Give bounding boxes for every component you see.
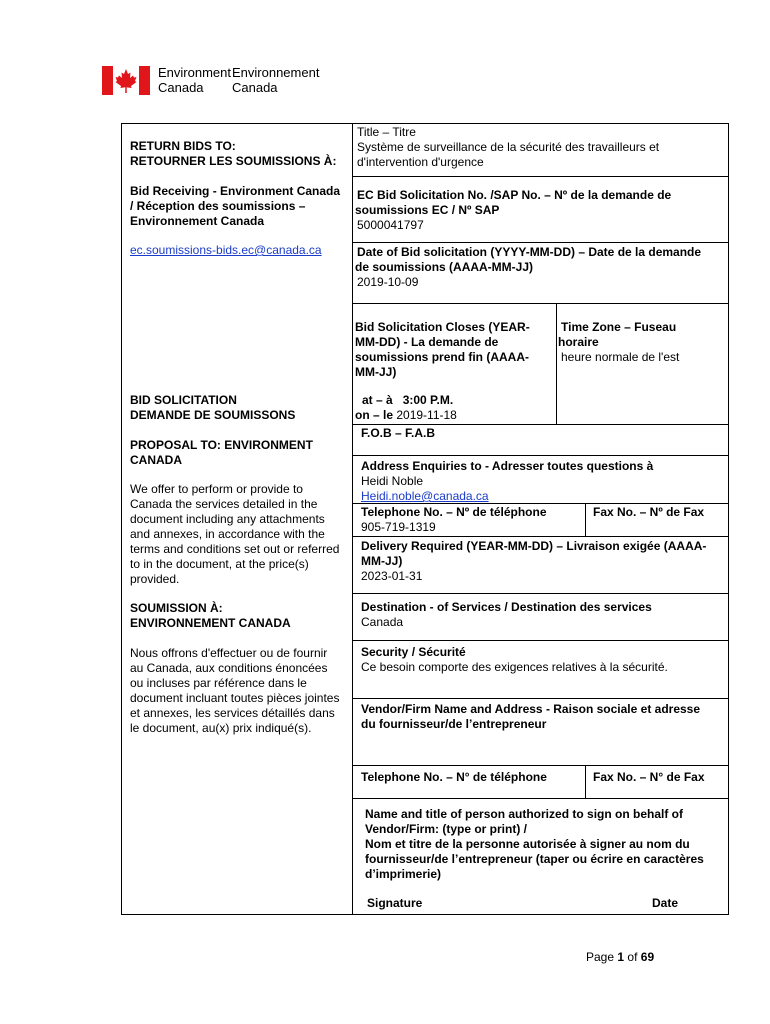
bid-receiving-line2: / Réception des soumissions – [130,199,306,213]
nous-line: Nous offrons d'effectuer ou de fournir [130,646,328,660]
logo-french [232,65,319,95]
solicitation-value: 5000041797 [357,218,424,232]
delivery-value: 2023-01-31 [361,569,423,583]
security-label: Security / Sécurité [361,645,466,659]
nous-line: document incluant toutes pièces jointes [130,691,340,705]
nous-line: ou incluses par référence dans le [130,676,307,690]
signature-label: Signature [367,896,423,910]
timezone-line1: Time Zone – Fuseau [561,320,677,334]
timezone-value: heure normale de l'est [561,350,680,364]
nous-line: au Canada, aux conditions énoncées [130,661,328,675]
bids-email-link[interactable]: ec.soumissions-bids.ec@canada.ca [130,243,322,257]
fax-label: Fax No. – Nº de Fax [593,505,705,519]
closes-line1: Bid Solicitation Closes (YEAR- [355,320,530,334]
nous-line: le document, au(x) prix indiqué(s). [130,721,312,735]
vendor-label-line1: Vendor/Firm Name and Address - Raison sociale et adresse [361,702,701,716]
offer-line: We offer to perform or provide to [130,482,303,496]
soumission-line2: ENVIRONNEMENT CANADA [130,616,291,630]
logo-english [158,65,231,95]
auth-line: Vendor/Firm: (type or print) / [365,822,528,836]
telephone-label: Telephone No. – Nº de téléphone [361,505,547,519]
return-bids-en: RETURN BIDS TO: [130,139,236,153]
offer-line: provided. [130,572,180,586]
enquiries-label: Address Enquiries to - Adresser toutes questions à [361,459,654,473]
logo-en-line1: Environment [158,65,231,80]
offer-line: Canada the services detailed in the [130,497,318,511]
title-value-line1: Système de surveillance de la sécurité des travailleurs et [357,140,660,154]
date-signature-label: Date [652,896,679,910]
title-value-line2: d'intervention d'urgence [357,155,484,169]
proposal-line1: PROPOSAL TO: ENVIRONMENT [130,438,313,452]
maple-leaf-icon [115,67,137,95]
logo-en-line2: Canada [158,80,204,95]
date-label-line1: Date of Bid solicitation (YYYY-MM-DD) – Date de la demande [357,245,702,259]
solicitation-label-line1: EC Bid Solicitation No. /SAP No. – Nº de la demande de [357,188,672,202]
closes-line4: MM-JJ) [355,365,397,379]
offer-line: and annexes, in accordance with the [130,527,325,541]
bid-receiving-line1: Bid Receiving - Environment Canada [130,184,341,198]
closing-time: at – à 3:00 P.M. [362,393,454,407]
demande-heading: DEMANDE DE SOUMISSONS [130,408,296,422]
page-prefix: Page [586,950,615,964]
delivery-label-line1: Delivery Required (YEAR-MM-DD) – Livraison exigée (AAAA- [361,539,707,553]
page-total: 69 [640,950,655,964]
auth-line: d’imprimerie) [365,867,442,881]
timezone-line2: horaire [558,335,599,349]
return-bids-fr: RETOURNER LES SOUMISSIONS À: [130,154,337,168]
page-number [586,950,654,965]
bid-solicitation-heading: BID SOLICITATION [130,393,237,407]
title-label: Title – Titre [357,125,416,139]
on-value: 2019-11-18 [396,408,457,422]
vendor-label-line2: du fournisseur/de l’entrepreneur [361,717,547,731]
bid-receiving-line3: Environnement Canada [130,214,265,228]
delivery-label-line2: MM-JJ) [361,554,403,568]
date-label-line2: de soumissions (AAAA-MM-JJ) [355,260,534,274]
security-value: Ce besoin comporte des exigences relatives à la sécurité. [361,660,668,674]
offer-line: document including any attachments [130,512,325,526]
offer-line: terms and conditions set out or referred [130,542,340,556]
page-current: 1 [617,950,625,964]
closes-line3: soumissions prend fin (AAAA- [355,350,530,364]
logo-fr-line2: Canada [232,80,278,95]
flag-right-bar [139,66,150,95]
nous-line: et annexes, les services détaillés dans [130,706,335,720]
date-value: 2019-10-09 [357,275,419,289]
vendor-telephone-label: Telephone No. – N° de téléphone [361,770,547,784]
proposal-line2: CANADA [130,453,182,467]
on-label: on – le [355,408,394,422]
destination-value: Canada [361,615,404,629]
offer-line: to in the document, at the price(s) [130,557,309,571]
solicitation-label-line2: soumissions EC / Nº SAP [355,203,500,217]
enquiries-email-link[interactable]: Heidi.noble@canada.ca [361,489,489,503]
page-of: of [627,950,638,964]
flag-left-bar [102,66,113,95]
telephone-value: 905-719-1319 [361,520,436,534]
auth-line: fournisseur/de l’entrepreneur (taper ou écrire en caractères [365,852,704,866]
soumission-line1: SOUMISSION À: [130,601,223,615]
auth-line: Nom et titre de la personne autorisée à signer au nom du [365,837,690,851]
enquiries-name: Heidi Noble [361,474,424,488]
auth-line: Name and title of person authorized to sign on behalf of [365,807,684,821]
logo-fr-line1: Environnement [232,65,320,80]
destination-label: Destination - of Services / Destination des services [361,600,652,614]
closing-date [355,408,457,423]
vendor-fax-label: Fax No. – N° de Fax [593,770,705,784]
fob-label: F.O.B – F.A.B [361,426,436,440]
closes-line2: MM-DD) - La demande de [355,335,499,349]
